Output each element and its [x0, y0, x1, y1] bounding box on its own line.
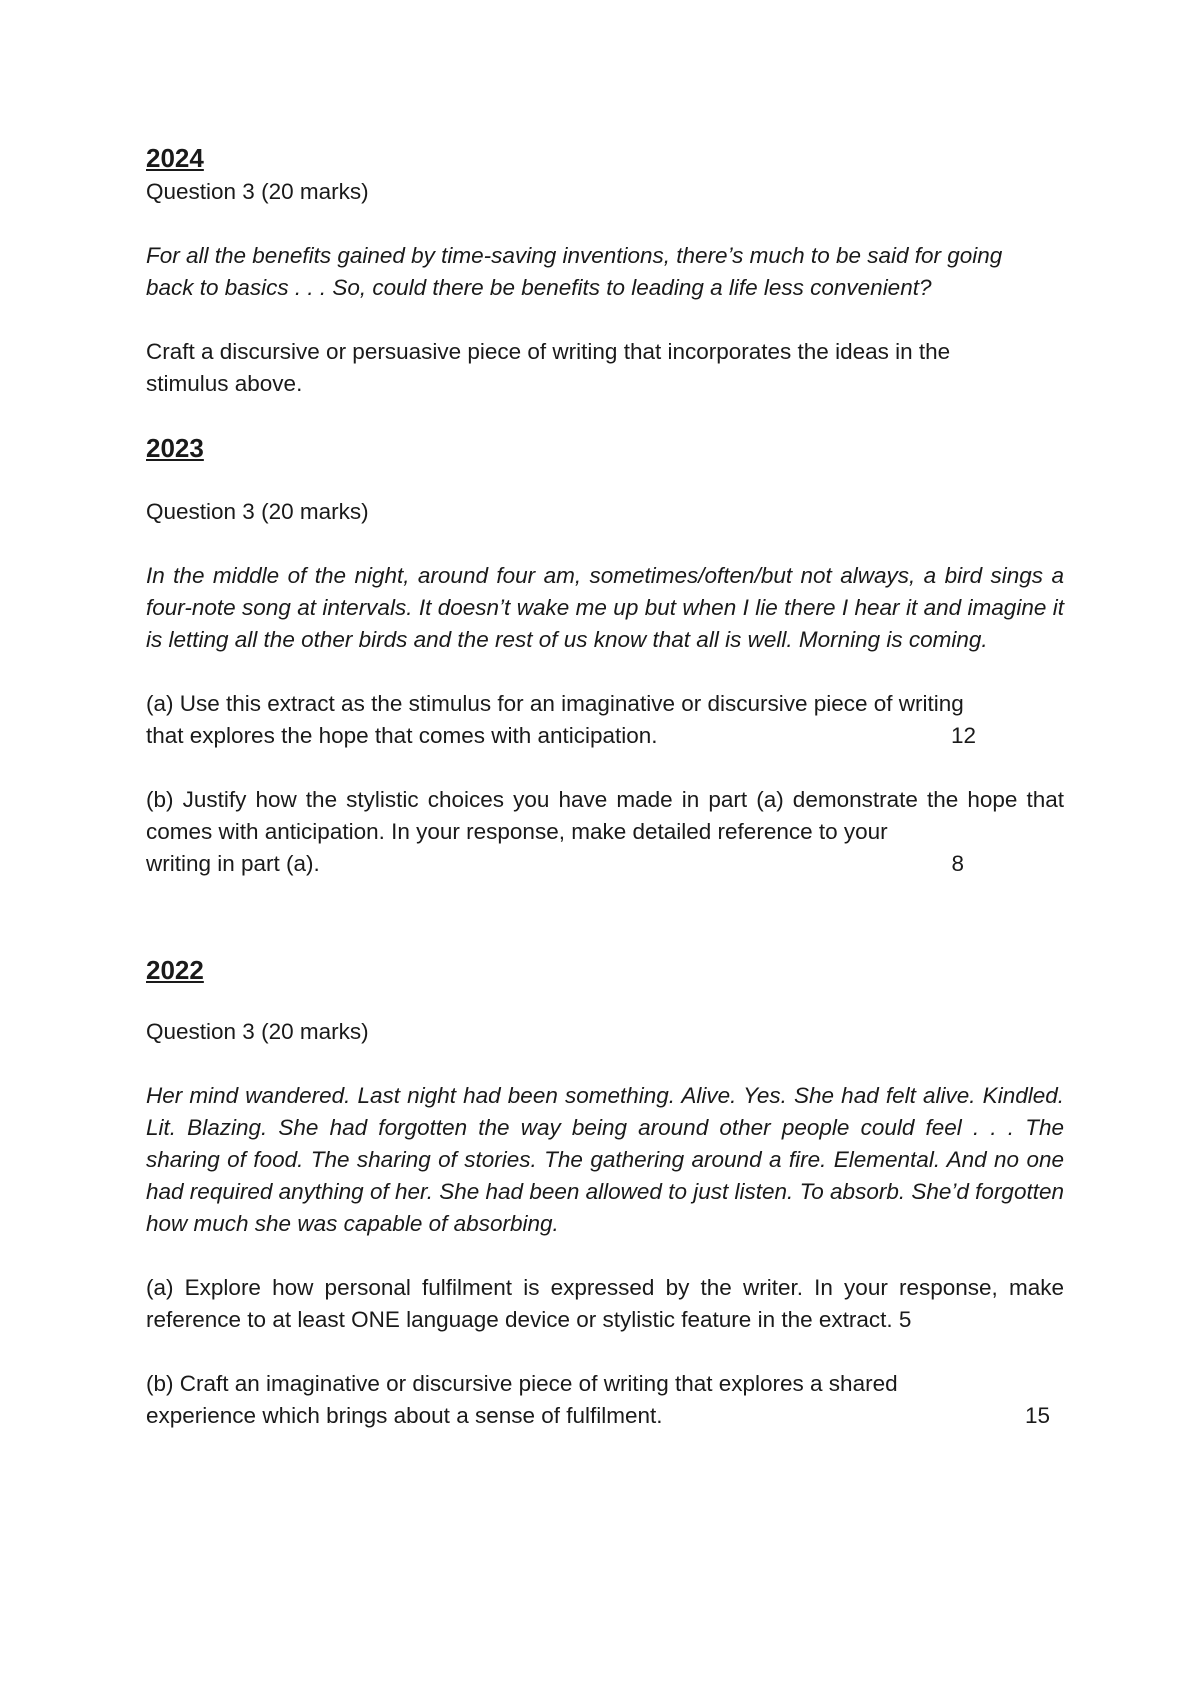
part-a-marks: 12 — [950, 723, 976, 748]
question-prompt: Craft a discursive or persuasive piece of writing that incorporates the ideas in the stimulus above. — [146, 339, 951, 396]
part-b-row — [146, 848, 964, 880]
year-heading: 2022 — [146, 955, 204, 985]
part-b-marks: 15 — [1024, 1403, 1050, 1428]
question-title: Question 3 (20 marks) — [146, 499, 369, 524]
part-b-row — [146, 1400, 1050, 1432]
part-b-marks: 8 — [951, 851, 964, 876]
part-b-tail: writing in part (a). — [146, 851, 320, 876]
part-a-line1: (a) Use this extract as the stimulus for an imaginative or discursive piece of writing — [146, 691, 964, 716]
part-a-row — [146, 720, 976, 752]
year-heading: 2023 — [146, 433, 204, 463]
year-heading: 2024 — [146, 143, 204, 173]
part-a-line2: that explores the hope that comes with anticipation. — [146, 723, 658, 748]
part-a-text: (a) Explore how personal fulfilment is expressed by the writer. In your response, make reference to at least ONE language device or stylistic feature in the extract. 5 — [146, 1275, 1064, 1332]
question-title: Question 3 (20 marks) — [146, 179, 369, 204]
part-b-text: (b) Craft an imaginative or discursive piece of writing that explores a shared — [146, 1371, 898, 1396]
question-title: Question 3 (20 marks) — [146, 1019, 369, 1044]
part-b-tail: experience which brings about a sense of fulfilment. — [146, 1403, 663, 1428]
document-page — [146, 140, 1064, 1432]
section-2022 — [146, 952, 1064, 1432]
stimulus-text: In the middle of the night, around four am, sometimes/often/but not always, a bird sings a four-note song at intervals. It doesn’t wake me up but when I lie there I hear it and imagine it is letting all the other birds and the rest of us know that all is well. Morning is coming. — [146, 563, 1064, 652]
part-b-text: (b) Justify how the stylistic choices you have made in part (a) demonstrate the hope that comes with anticipation. In your response, make detailed reference to your — [146, 787, 1064, 844]
section-2023 — [146, 430, 1064, 880]
stimulus-text: For all the benefits gained by time-saving inventions, there’s much to be said for going back to basics . . . So, could there be benefits to leading a life less convenient? — [146, 243, 1003, 300]
stimulus-text: Her mind wandered. Last night had been something. Alive. Yes. She had felt alive. Kindled. Lit. Blazing. She had forgotten the way being around other people could feel . . . The sharing of food. The sharing of stories. The gathering around a fire. Elemental. And no one had required anything of her. She had been allowed to just listen. To absorb. She’d forgotten how much she was capable of absorbing. — [146, 1083, 1064, 1236]
section-2024 — [146, 140, 1064, 400]
